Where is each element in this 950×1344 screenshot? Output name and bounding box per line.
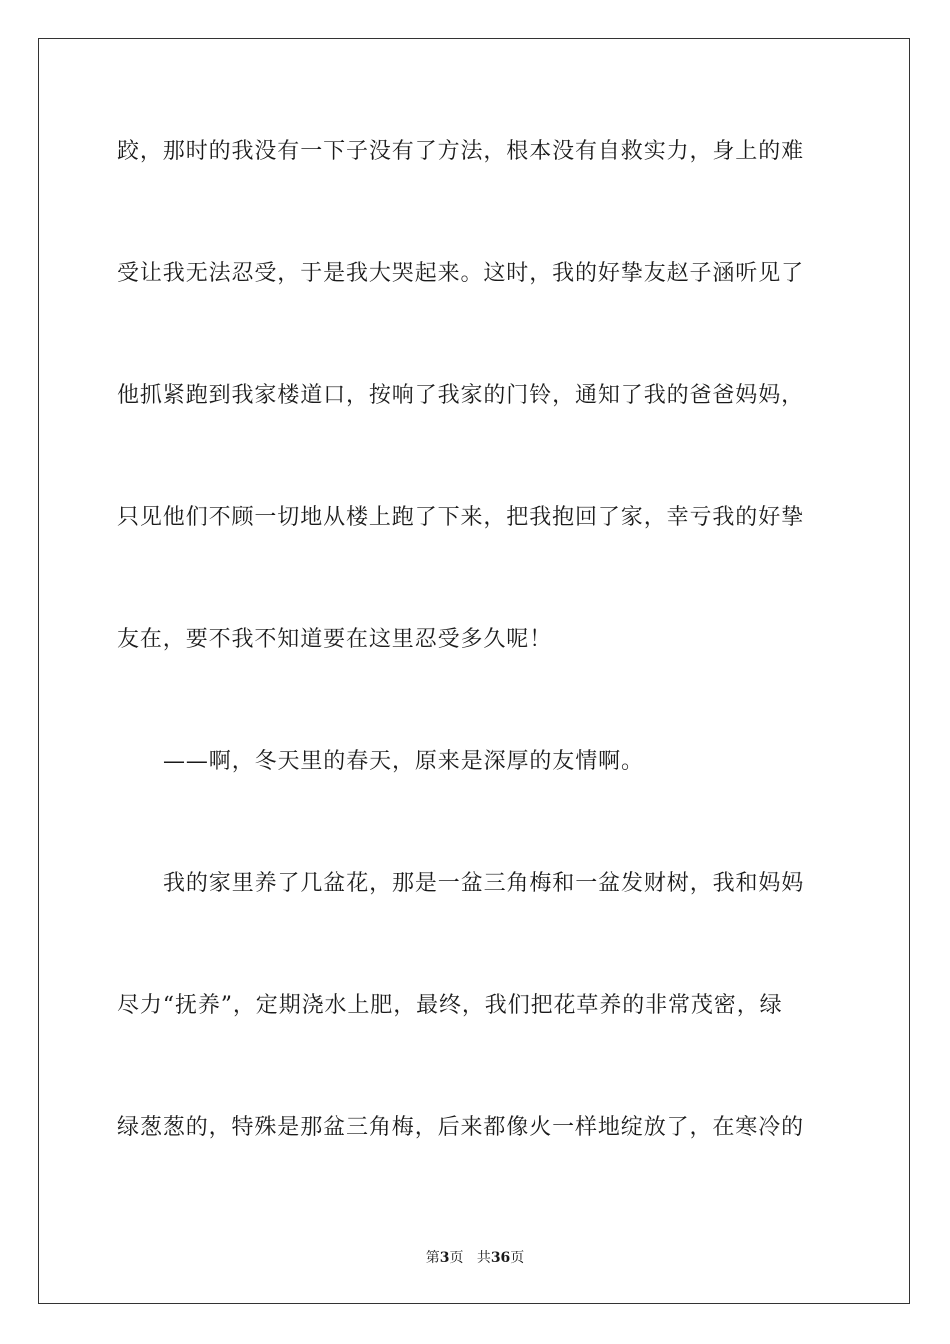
- text-line-8: 尽力“抚养”，定期浇水上肥，最终，我们把花草养的非常茂密，绿: [117, 993, 783, 1018]
- total-pages-number: 36: [490, 1250, 511, 1266]
- document-body: [117, 126, 833, 1224]
- text-line-4: 只见他们不顾一切地从楼上跑了下来，把我抱回了家，幸亏我的好挚: [117, 505, 805, 530]
- text-line-7: 我的家里养了几盆花，那是一盆三角梅和一盆发财树，我和妈妈: [163, 871, 805, 896]
- text-line-1: 跤，那时的我没有一下子没有了方法，根本没有自救实力，身上的难: [117, 139, 805, 164]
- text-line-5: 友在，要不我不知道要在这里忍受多久呢！: [117, 627, 553, 652]
- page-suffix: 页: [449, 1250, 464, 1266]
- total-prefix: 共: [476, 1250, 491, 1266]
- total-suffix: 页: [510, 1250, 525, 1266]
- page-footer: [0, 1248, 950, 1268]
- text-line-2: 受让我无法忍受，于是我大哭起来。这时，我的好挚友赵子涵听见了: [117, 261, 805, 286]
- text-line-6: ——啊，冬天里的春天，原来是深厚的友情啊。: [163, 749, 644, 774]
- page-prefix: 第: [425, 1250, 440, 1266]
- current-page-number: 3: [439, 1250, 450, 1266]
- text-line-9: 绿葱葱的，特殊是那盆三角梅，后来都像火一样地绽放了，在寒冷的: [117, 1115, 805, 1140]
- text-line-3: 他抓紧跑到我家楼道口，按响了我家的门铃，通知了我的爸爸妈妈，: [117, 383, 805, 408]
